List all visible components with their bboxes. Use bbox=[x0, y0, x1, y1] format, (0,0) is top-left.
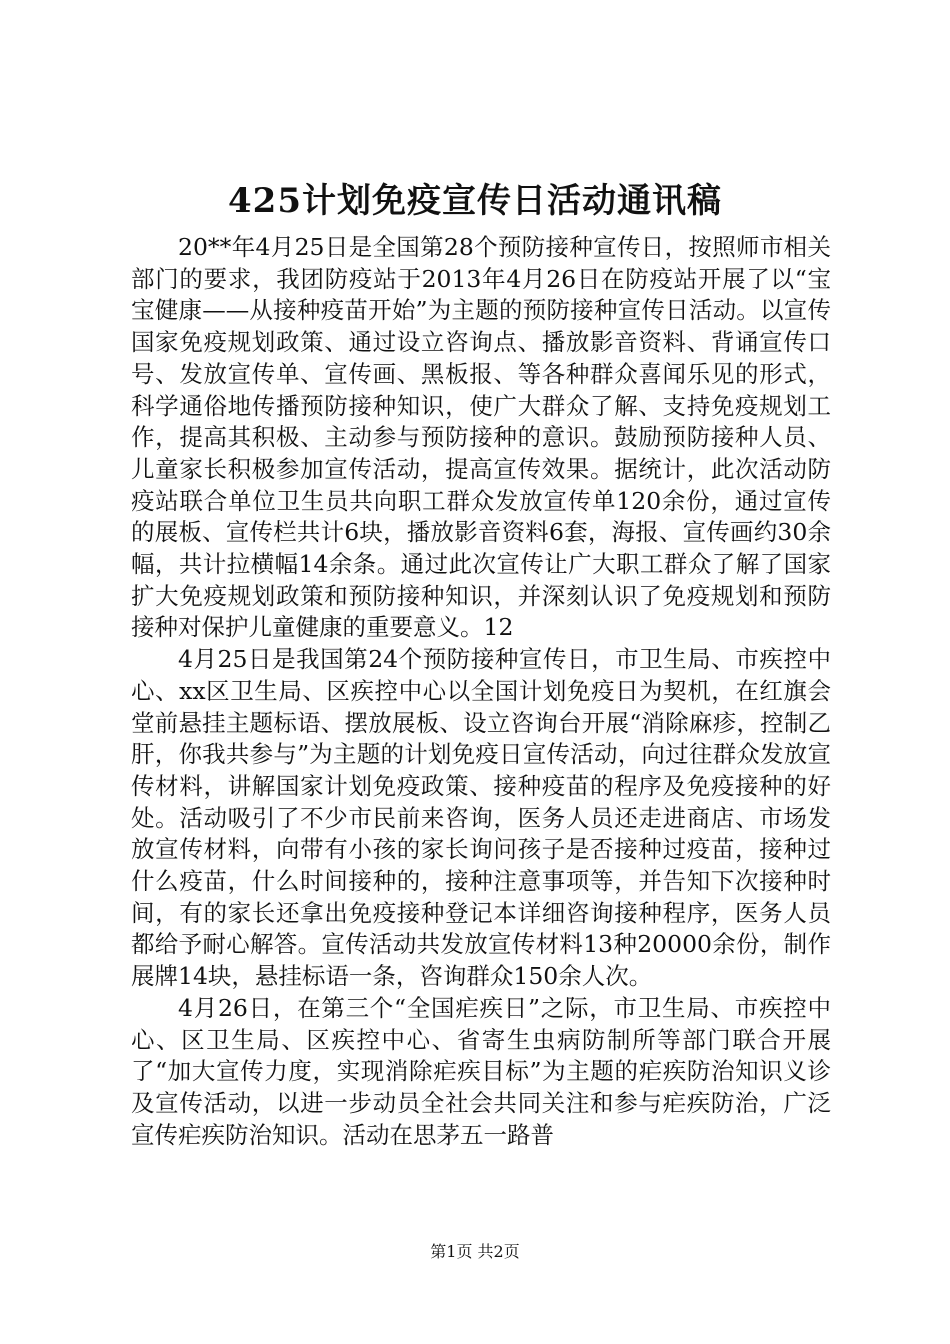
page-footer: 第1页 共2页 bbox=[430, 1242, 520, 1261]
document-title: 425计划免疫宣传日活动通讯稿 bbox=[228, 181, 722, 221]
body-paragraph: 20**年4月25日是全国第28个预防接种宣传日，按照师市相关部门的要求，我团防疫站于2013年4月26日在防疫站开展了以“宝宝健康——从接种疫苗开始”为主题的预防接种宣传日活动。以宣传国家免疫规划政策、通过设立咨询点、播放影音资料、背诵宣传口号、发放宣传单、宣传画、黑板报、等各种群众喜闻乐见的形式，科学通俗地传播预防接种知识，使广大群众了解、支持免疫规划工作，提高其积极、主动参与预防接种的意识。鼓励预防接种人员、儿童家长积极参加宣传活动，提高宣传效果。据统计，此次活动防疫站联合单位卫生员共向职工群众发放宣传单120余份，通过宣传的展板、宣传栏共计6块，播放影音资料6套，海报、宣传画约30余幅，共计拉横幅14余条。通过此次宣传让广大职工群众了解了国家扩大免疫规划政策和预防接种知识，并深刻认识了免疫规划和预防接种对保护儿童健康的重要意义。12 bbox=[131, 233, 831, 642]
body-paragraph: 4月25日是我国第24个预防接种宣传日，市卫生局、市疾控中心、xx区卫生局、区疾控中心以全国计划免疫日为契机，在红旗会堂前悬挂主题标语、摆放展板、设立咨询台开展“消除麻疹，控制乙肝，你我共参与”为主题的计划免疫日宣传活动，向过往群众发放宣传材料，讲解国家计划免疫政策、接种疫苗的程序及免疫接种的好处。活动吸引了不少市民前来咨询，医务人员还走进商店、市场发放宣传材料，向带有小孩的家长询问孩子是否接种过疫苗，接种过什么疫苗，什么时间接种的，接种注意事项等，并告知下次接种时间，有的家长还拿出免疫接种登记本详细咨询接种程序，医务人员都给予耐心解答。宣传活动共发放宣传材料13种20000余份，制作展牌14块，悬挂标语一条，咨询群众150余人次。 bbox=[131, 645, 831, 991]
body-paragraph: 4月26日，在第三个“全国疟疾日”之际，市卫生局、市疾控中心、区卫生局、区疾控中心、省寄生虫病防制所等部门联合开展了“加大宣传力度，实现消除疟疾目标”为主题的疟疾防治知识义诊及宣传活动，以进一步动员全社会共同关注和参与疟疾防治，广泛宣传疟疾防治知识。活动在思茅五一路普 bbox=[131, 993, 831, 1149]
document-body bbox=[131, 232, 831, 1151]
